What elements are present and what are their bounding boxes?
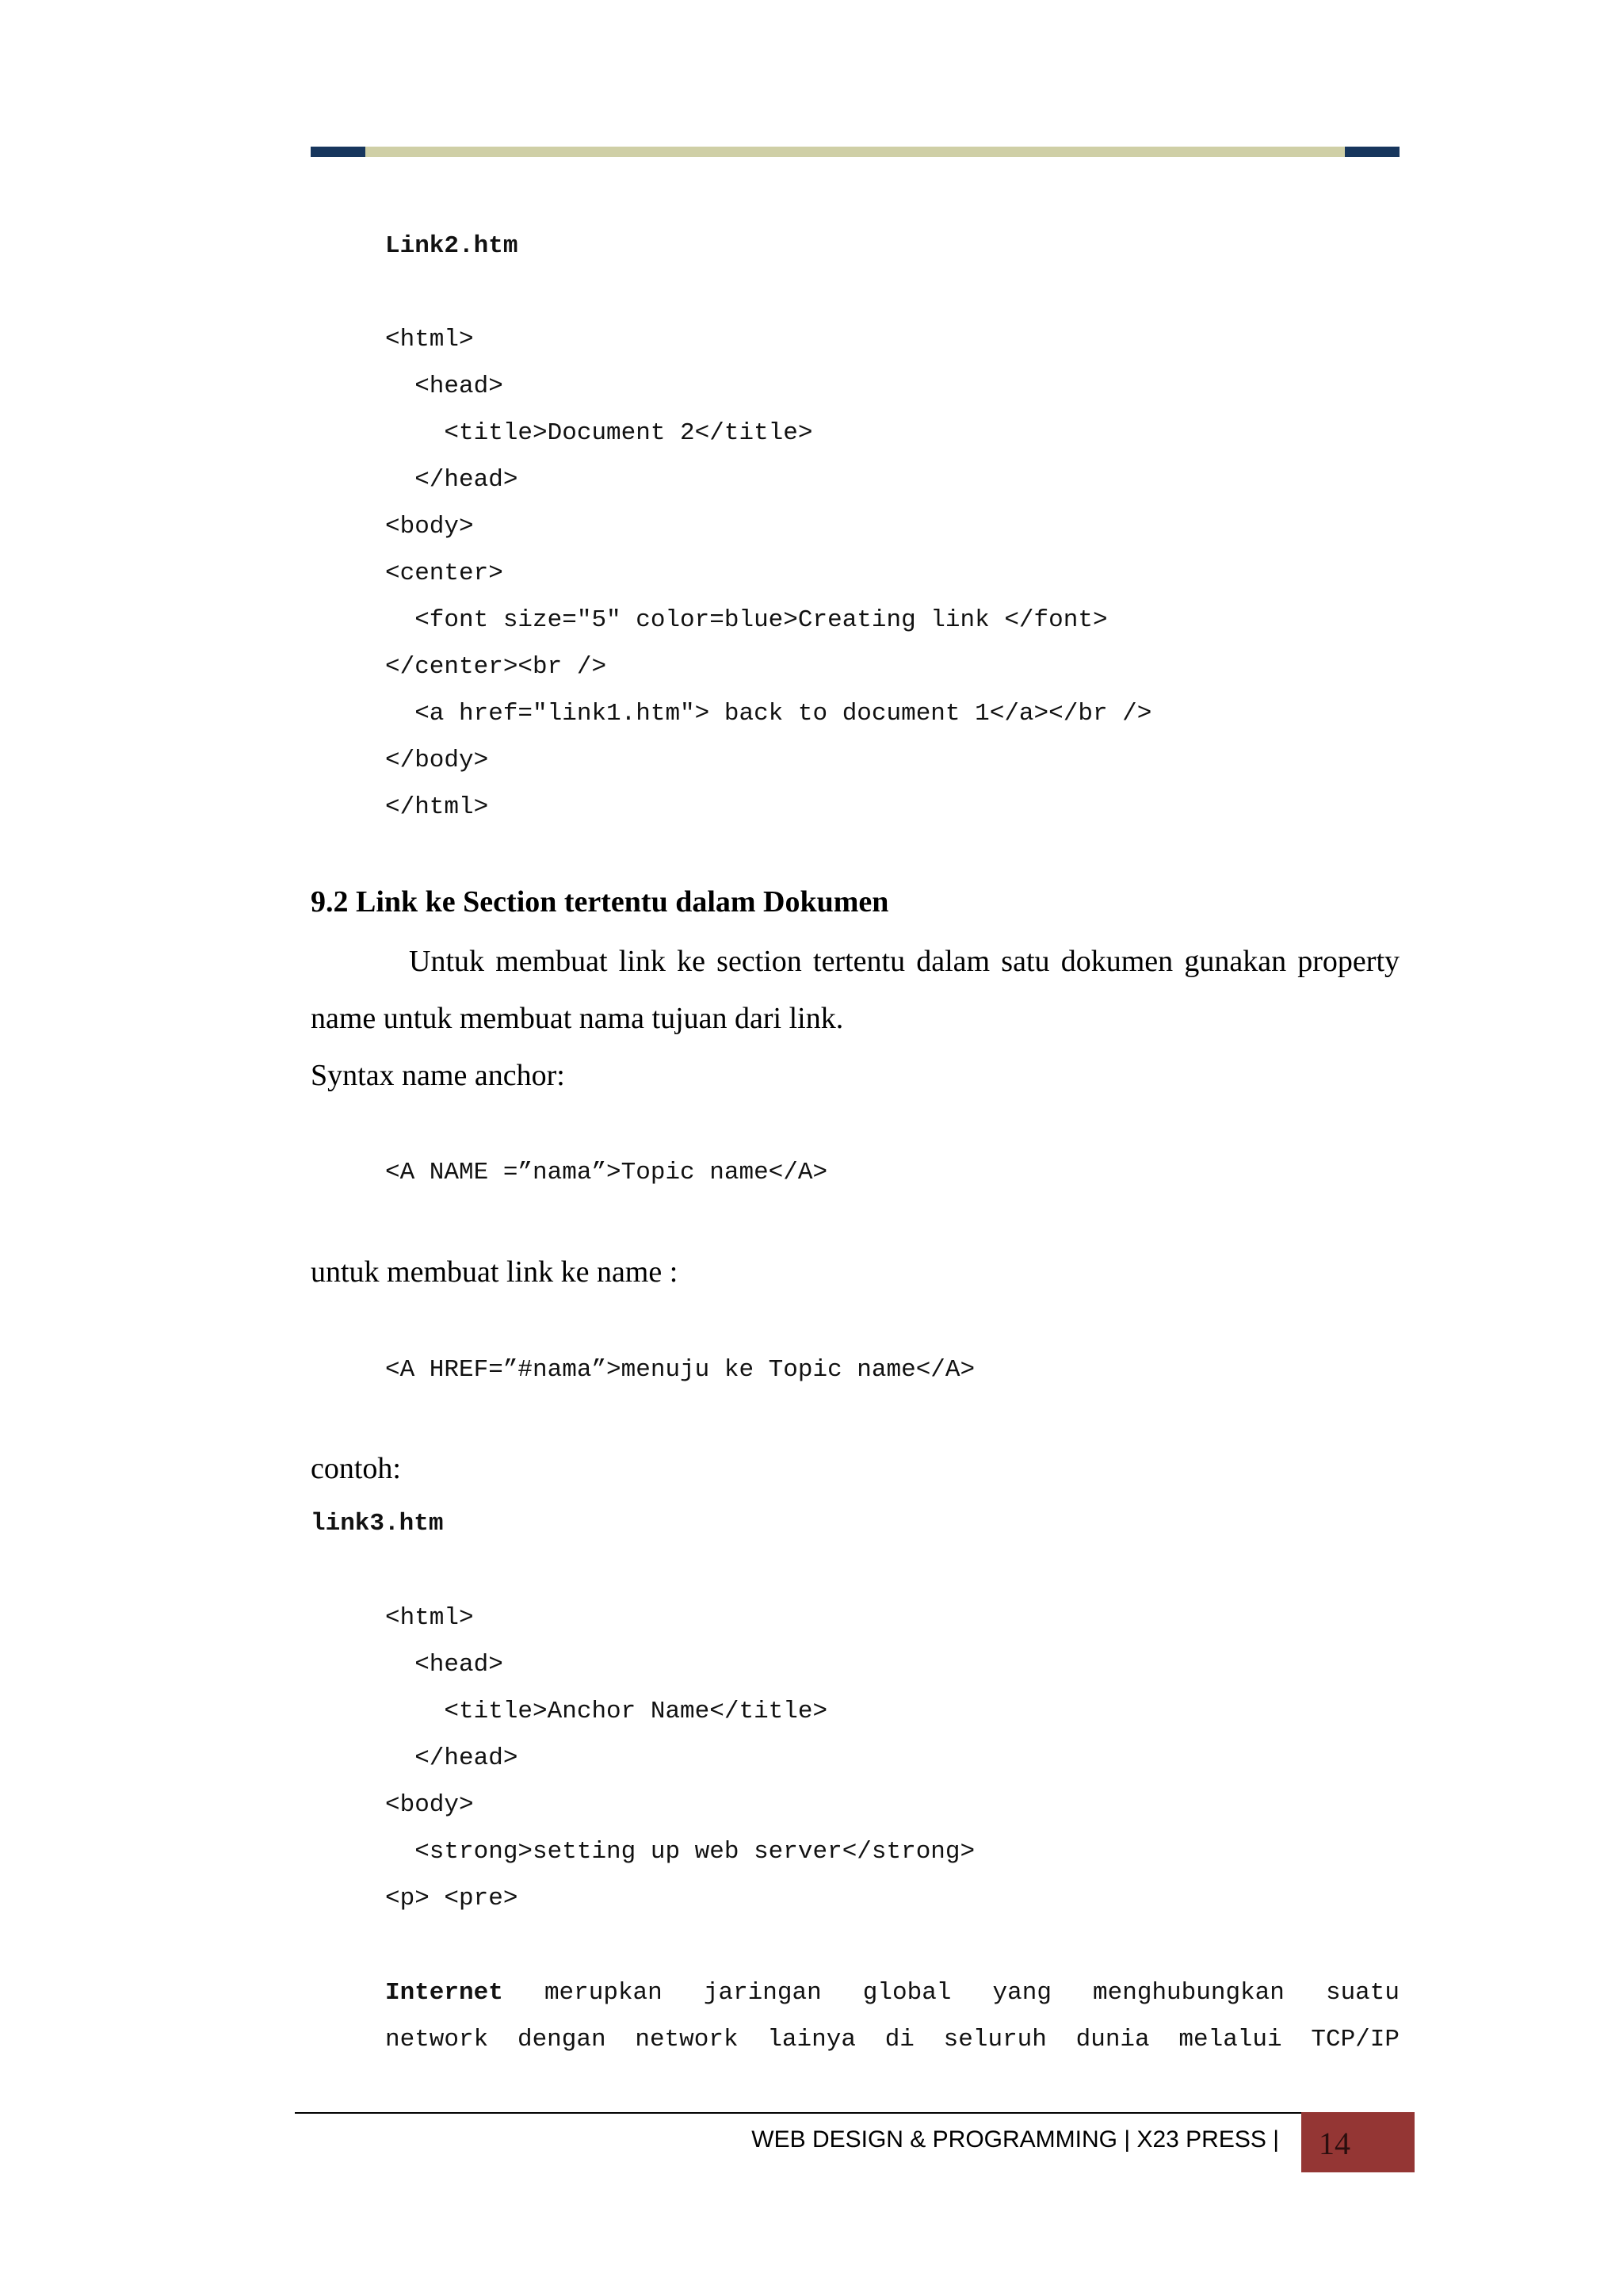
code1-line: </html>: [385, 793, 489, 821]
section-paragraph: [311, 933, 1400, 1047]
link-label: untuk membuat link ke name :: [311, 1255, 678, 1289]
code1-line: <html>: [385, 326, 474, 353]
code-block-link2: [385, 326, 1151, 840]
code1-line: <title>Document 2</title>: [385, 419, 813, 447]
code2-line: </head>: [385, 1744, 518, 1772]
code1-line: <head>: [385, 372, 503, 400]
syntax-code: <A NAME =”nama”>Topic name</A>: [385, 1159, 828, 1186]
code1-line: <font size="5" color=blue>Creating link </font>: [385, 606, 1108, 634]
example-label: contoh:: [311, 1452, 401, 1485]
code1-line: <body>: [385, 513, 474, 541]
code1-line: </center><br />: [385, 653, 607, 681]
code1-line: </body>: [385, 747, 489, 774]
header-bar-left-cap: [311, 147, 365, 157]
filename-link3: link3.htm: [311, 1510, 444, 1538]
code2-line: <body>: [385, 1791, 474, 1819]
section-paragraph-text: Untuk membuat link ke section tertentu dalam satu dokumen gunakan property name untuk membuat nama tujuan dari link.: [311, 945, 1400, 1035]
filename-link2: Link2.htm: [385, 232, 518, 260]
header-bar-right-cap: [1345, 147, 1400, 157]
syntax-label: Syntax name anchor:: [311, 1059, 565, 1092]
code1-line: <center>: [385, 560, 503, 587]
page-number: 14: [1319, 2126, 1350, 2161]
code1-line: </head>: [385, 466, 518, 494]
code2-line: <p> <pre>: [385, 1885, 518, 1912]
code2-line: <strong>setting up web server</strong>: [385, 1838, 976, 1866]
code-block-link3: [385, 1604, 975, 1931]
code2-line: <head>: [385, 1651, 503, 1679]
code2-line: <html>: [385, 1604, 474, 1632]
link-code: <A HREF=”#nama”>menuju ke Topic name</A>: [385, 1356, 976, 1384]
code2-line: <title>Anchor Name</title>: [385, 1698, 828, 1725]
code1-line: <a href="link1.htm"> back to document 1</a></br />: [385, 700, 1152, 728]
header-decorative-bar: [311, 147, 1400, 157]
section-heading: 9.2 Link ke Section tertentu dalam Dokumen: [311, 885, 889, 919]
internet-line-2: network dengan network lainya di seluruh dunia melalui TCP/IP: [385, 2026, 1400, 2053]
footer-text: WEB DESIGN & PROGRAMMING | X23 PRESS |: [751, 2126, 1279, 2153]
page-number-box: [1301, 2112, 1415, 2172]
internet-bold-word: Internet: [385, 1979, 503, 2007]
footer-rule: [295, 2112, 1301, 2114]
internet-line-1-rest: merupkan jaringan global yang menghubungkan suatu: [544, 1979, 1400, 2007]
internet-line-1: [385, 1979, 1400, 2008]
